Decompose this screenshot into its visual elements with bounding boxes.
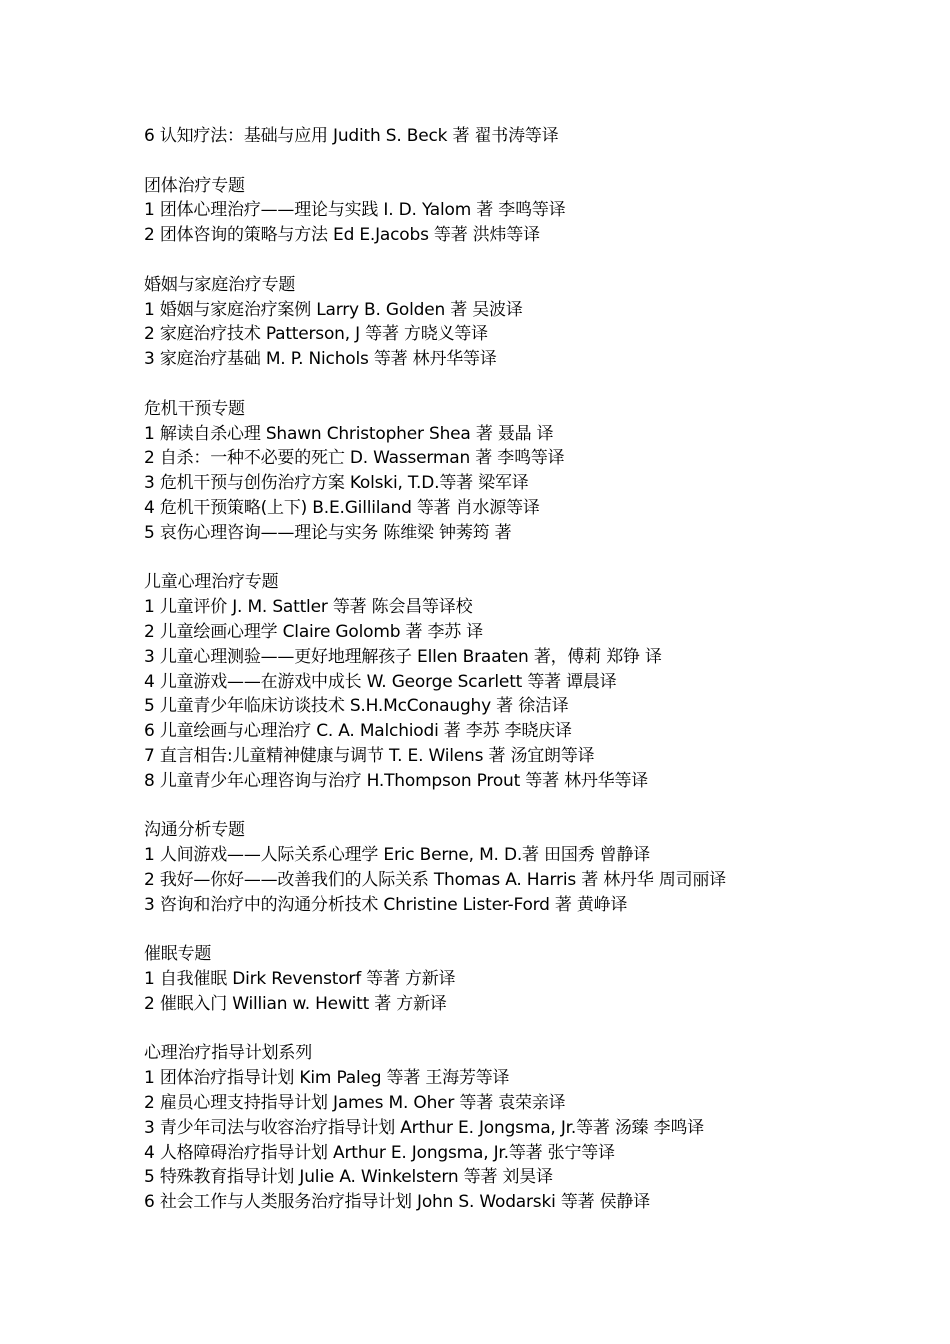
book-entry: 1 解读自杀心理 Shawn Christopher Shea 著 聂晶 译 (144, 423, 554, 444)
book-entry: 4 儿童游戏——在游戏中成长 W. George Scarlett 等著 谭晨译 (144, 671, 617, 692)
book-entry: 2 家庭治疗技术 Patterson, J 等著 方晓义等译 (144, 324, 488, 345)
section-spacer (144, 372, 904, 397)
section-spacer (144, 918, 904, 943)
section-heading: 婚姻与家庭治疗专题 (144, 274, 296, 295)
book-list-section (144, 942, 904, 1016)
document-body (144, 124, 904, 1215)
book-entry: 7 直言相告:儿童精神健康与调节 T. E. Wilens 著 汤宜朗等译 (144, 745, 595, 766)
book-entry: 5 特殊教育指导计划 Julie A. Winkelstern 等著 刘昊译 (144, 1167, 553, 1188)
book-entry: 4 危机干预策略(上下) B.E.Gilliland 等著 肖水源等译 (144, 497, 540, 518)
book-entry: 2 儿童绘画心理学 Claire Golomb 著 李苏 译 (144, 621, 484, 642)
book-list-section (144, 818, 904, 917)
book-entry: 1 团体治疗指导计划 Kim Paleg 等著 王海芳等译 (144, 1068, 510, 1089)
book-entry: 3 青少年司法与收容治疗指导计划 Arthur E. Jongsma, Jr.等著 汤臻 李鸣译 (144, 1117, 705, 1138)
book-entry: 3 咨询和治疗中的沟通分析技术 Christine Lister-Ford 著 黄峥译 (144, 894, 628, 915)
section-spacer (144, 248, 904, 273)
book-entry: 2 催眠入门 Willian w. Hewitt 著 方新译 (144, 993, 447, 1014)
book-entry: 3 危机干预与创伤治疗方案 Kolski, T.D.等著 梁军译 (144, 473, 529, 494)
book-entry: 4 人格障碍治疗指导计划 Arthur E. Jongsma, Jr.等著 张宁等译 (144, 1142, 615, 1163)
section-heading: 催眠专题 (144, 944, 212, 965)
book-entry: 5 哀伤心理咨询——理论与实务 陈维梁 钟莠筠 著 (144, 522, 512, 543)
section-spacer (144, 149, 904, 174)
book-list-section (144, 397, 904, 546)
section-heading: 儿童心理治疗专题 (144, 572, 279, 593)
section-heading: 危机干预专题 (144, 398, 245, 419)
book-entry: 1 婚姻与家庭治疗案例 Larry B. Golden 著 吴波译 (144, 299, 523, 320)
book-list-section (144, 1041, 904, 1215)
book-entry: 1 自我催眠 Dirk Revenstorf 等著 方新译 (144, 969, 456, 990)
section-spacer (144, 1017, 904, 1042)
section-heading: 心理治疗指导计划系列 (144, 1043, 312, 1064)
book-list-section (144, 273, 904, 372)
section-heading: 沟通分析专题 (144, 820, 245, 841)
book-list-section (144, 570, 904, 793)
book-entry: 5 儿童青少年临床访谈技术 S.H.McConaughy 著 徐洁译 (144, 696, 569, 717)
book-list-section (144, 124, 904, 149)
section-heading: 团体治疗专题 (144, 175, 245, 196)
book-entry: 2 我好—你好——改善我们的人际关系 Thomas A. Harris 著 林丹华 周司丽译 (144, 869, 727, 890)
book-entry: 6 儿童绘画与心理治疗 C. A. Malchiodi 著 李苏 李晓庆译 (144, 721, 572, 742)
book-entry: 2 自杀：一种不必要的死亡 D. Wasserman 著 李鸣等译 (144, 448, 565, 469)
book-entry: 2 雇员心理支持指导计划 James M. Oher 等著 袁荣亲译 (144, 1093, 566, 1114)
book-entry: 1 人间游戏——人际关系心理学 Eric Berne, M. D.著 田国秀 曾静译 (144, 845, 651, 866)
book-list-section (144, 174, 904, 248)
book-entry: 6 认知疗法：基础与应用 Judith S. Beck 著 翟书涛等译 (144, 126, 559, 146)
section-spacer (144, 546, 904, 571)
section-spacer (144, 794, 904, 819)
book-entry: 8 儿童青少年心理咨询与治疗 H.Thompson Prout 等著 林丹华等译 (144, 770, 649, 791)
book-entry: 3 家庭治疗基础 M. P. Nichols 等著 林丹华等译 (144, 349, 497, 370)
book-entry: 1 团体心理治疗——理论与实践 I. D. Yalom 著 李鸣等译 (144, 200, 566, 221)
book-entry: 2 团体咨询的策略与方法 Ed E.Jacobs 等著 洪炜等译 (144, 225, 540, 246)
book-entry: 3 儿童心理测验——更好地理解孩子 Ellen Braaten 著，傅莉 郑铮 译 (144, 646, 662, 667)
book-entry: 1 儿童评价 J. M. Sattler 等著 陈会昌等译校 (144, 597, 473, 618)
book-entry: 6 社会工作与人类服务治疗指导计划 John S. Wodarski 等著 侯静译 (144, 1192, 651, 1213)
